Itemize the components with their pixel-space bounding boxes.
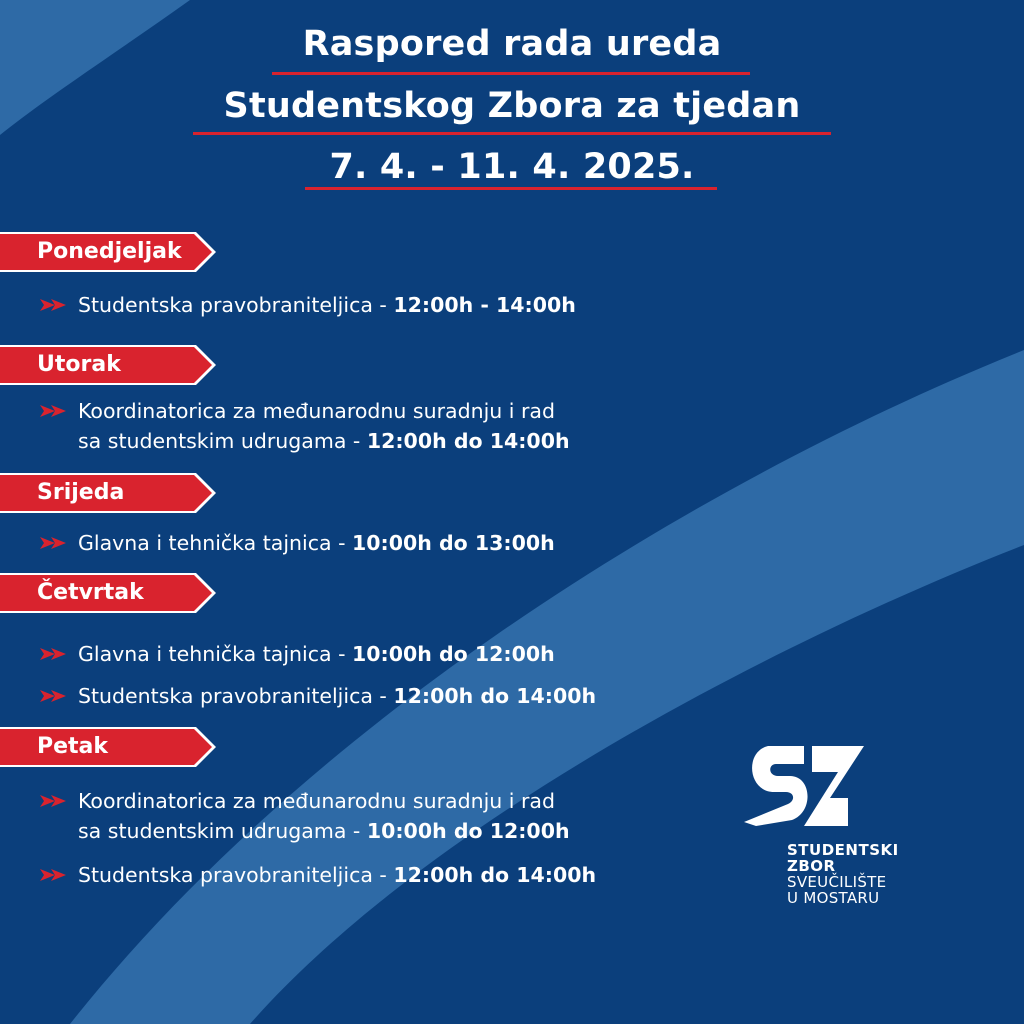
entry-time: 12:00h do 14:00h bbox=[393, 863, 597, 887]
schedule-entry bbox=[40, 786, 680, 846]
day-label: Srijeda bbox=[37, 480, 125, 505]
double-chevron-icon bbox=[40, 690, 70, 702]
day-label: Petak bbox=[37, 734, 109, 759]
entry-time: 12:00h do 14:00h bbox=[366, 429, 570, 453]
entry-time: 10:00h do 12:00h bbox=[352, 642, 555, 666]
entry-time: 10:00h do 13:00h bbox=[352, 531, 555, 555]
day-tab-wednesday bbox=[0, 473, 216, 513]
entry-role: sa studentskim udrugama - bbox=[78, 429, 367, 453]
entry-time: 12:00h - 14:00h bbox=[393, 293, 576, 317]
entry-role: Studentska pravobraniteljica - bbox=[78, 293, 394, 317]
day-tab-thursday bbox=[0, 573, 216, 613]
entry-role: sa studentskim udrugama - bbox=[78, 819, 367, 843]
logo bbox=[738, 742, 938, 912]
schedule-entry bbox=[40, 290, 680, 320]
title-line-2: Studentskog Zbora za tjedan bbox=[223, 86, 801, 126]
logo-text-line4: U MOSTARU bbox=[787, 889, 880, 907]
logo-text-line2: ZBOR bbox=[787, 857, 836, 875]
title-underline-3 bbox=[305, 187, 717, 190]
sz-monogram-icon bbox=[738, 742, 868, 832]
title-line-3: 7. 4. - 11. 4. 2025. bbox=[329, 147, 695, 187]
double-chevron-icon bbox=[40, 299, 70, 311]
double-chevron-icon bbox=[40, 648, 70, 660]
entry-role-line1: Koordinatorica za međunarodnu suradnju i rad bbox=[78, 399, 555, 423]
entry-role: Studentska pravobraniteljica - bbox=[78, 684, 394, 708]
schedule-entry bbox=[40, 396, 680, 456]
double-chevron-icon bbox=[40, 537, 70, 549]
entry-time: 10:00h do 12:00h bbox=[366, 819, 570, 843]
day-tab-tuesday bbox=[0, 345, 216, 385]
double-chevron-icon bbox=[40, 405, 70, 417]
schedule-entry bbox=[40, 639, 680, 669]
entry-time: 12:00h do 14:00h bbox=[393, 684, 597, 708]
entry-role: Glavna i tehnička tajnica - bbox=[78, 531, 352, 555]
title-line-1: Raspored rada ureda bbox=[302, 24, 722, 64]
schedule-entry bbox=[40, 860, 680, 890]
entry-role: Glavna i tehnička tajnica - bbox=[78, 642, 352, 666]
day-label: Ponedjeljak bbox=[37, 239, 182, 264]
double-chevron-icon bbox=[40, 795, 70, 807]
day-label: Četvrtak bbox=[37, 580, 144, 605]
logo-text-line3: SVEUČILIŠTE bbox=[787, 873, 887, 891]
entry-role: Studentska pravobraniteljica - bbox=[78, 863, 394, 887]
entry-role-line1: Koordinatorica za međunarodnu suradnju i rad bbox=[78, 789, 555, 813]
title-underline-2 bbox=[193, 132, 831, 135]
logo-text-line1: STUDENTSKI bbox=[787, 841, 899, 859]
day-tab-monday bbox=[0, 232, 216, 272]
double-chevron-icon bbox=[40, 869, 70, 881]
day-tab-friday bbox=[0, 727, 216, 767]
schedule-entry bbox=[40, 528, 680, 558]
day-label: Utorak bbox=[37, 352, 121, 377]
title-underline-1 bbox=[272, 72, 750, 75]
schedule-entry bbox=[40, 681, 680, 711]
